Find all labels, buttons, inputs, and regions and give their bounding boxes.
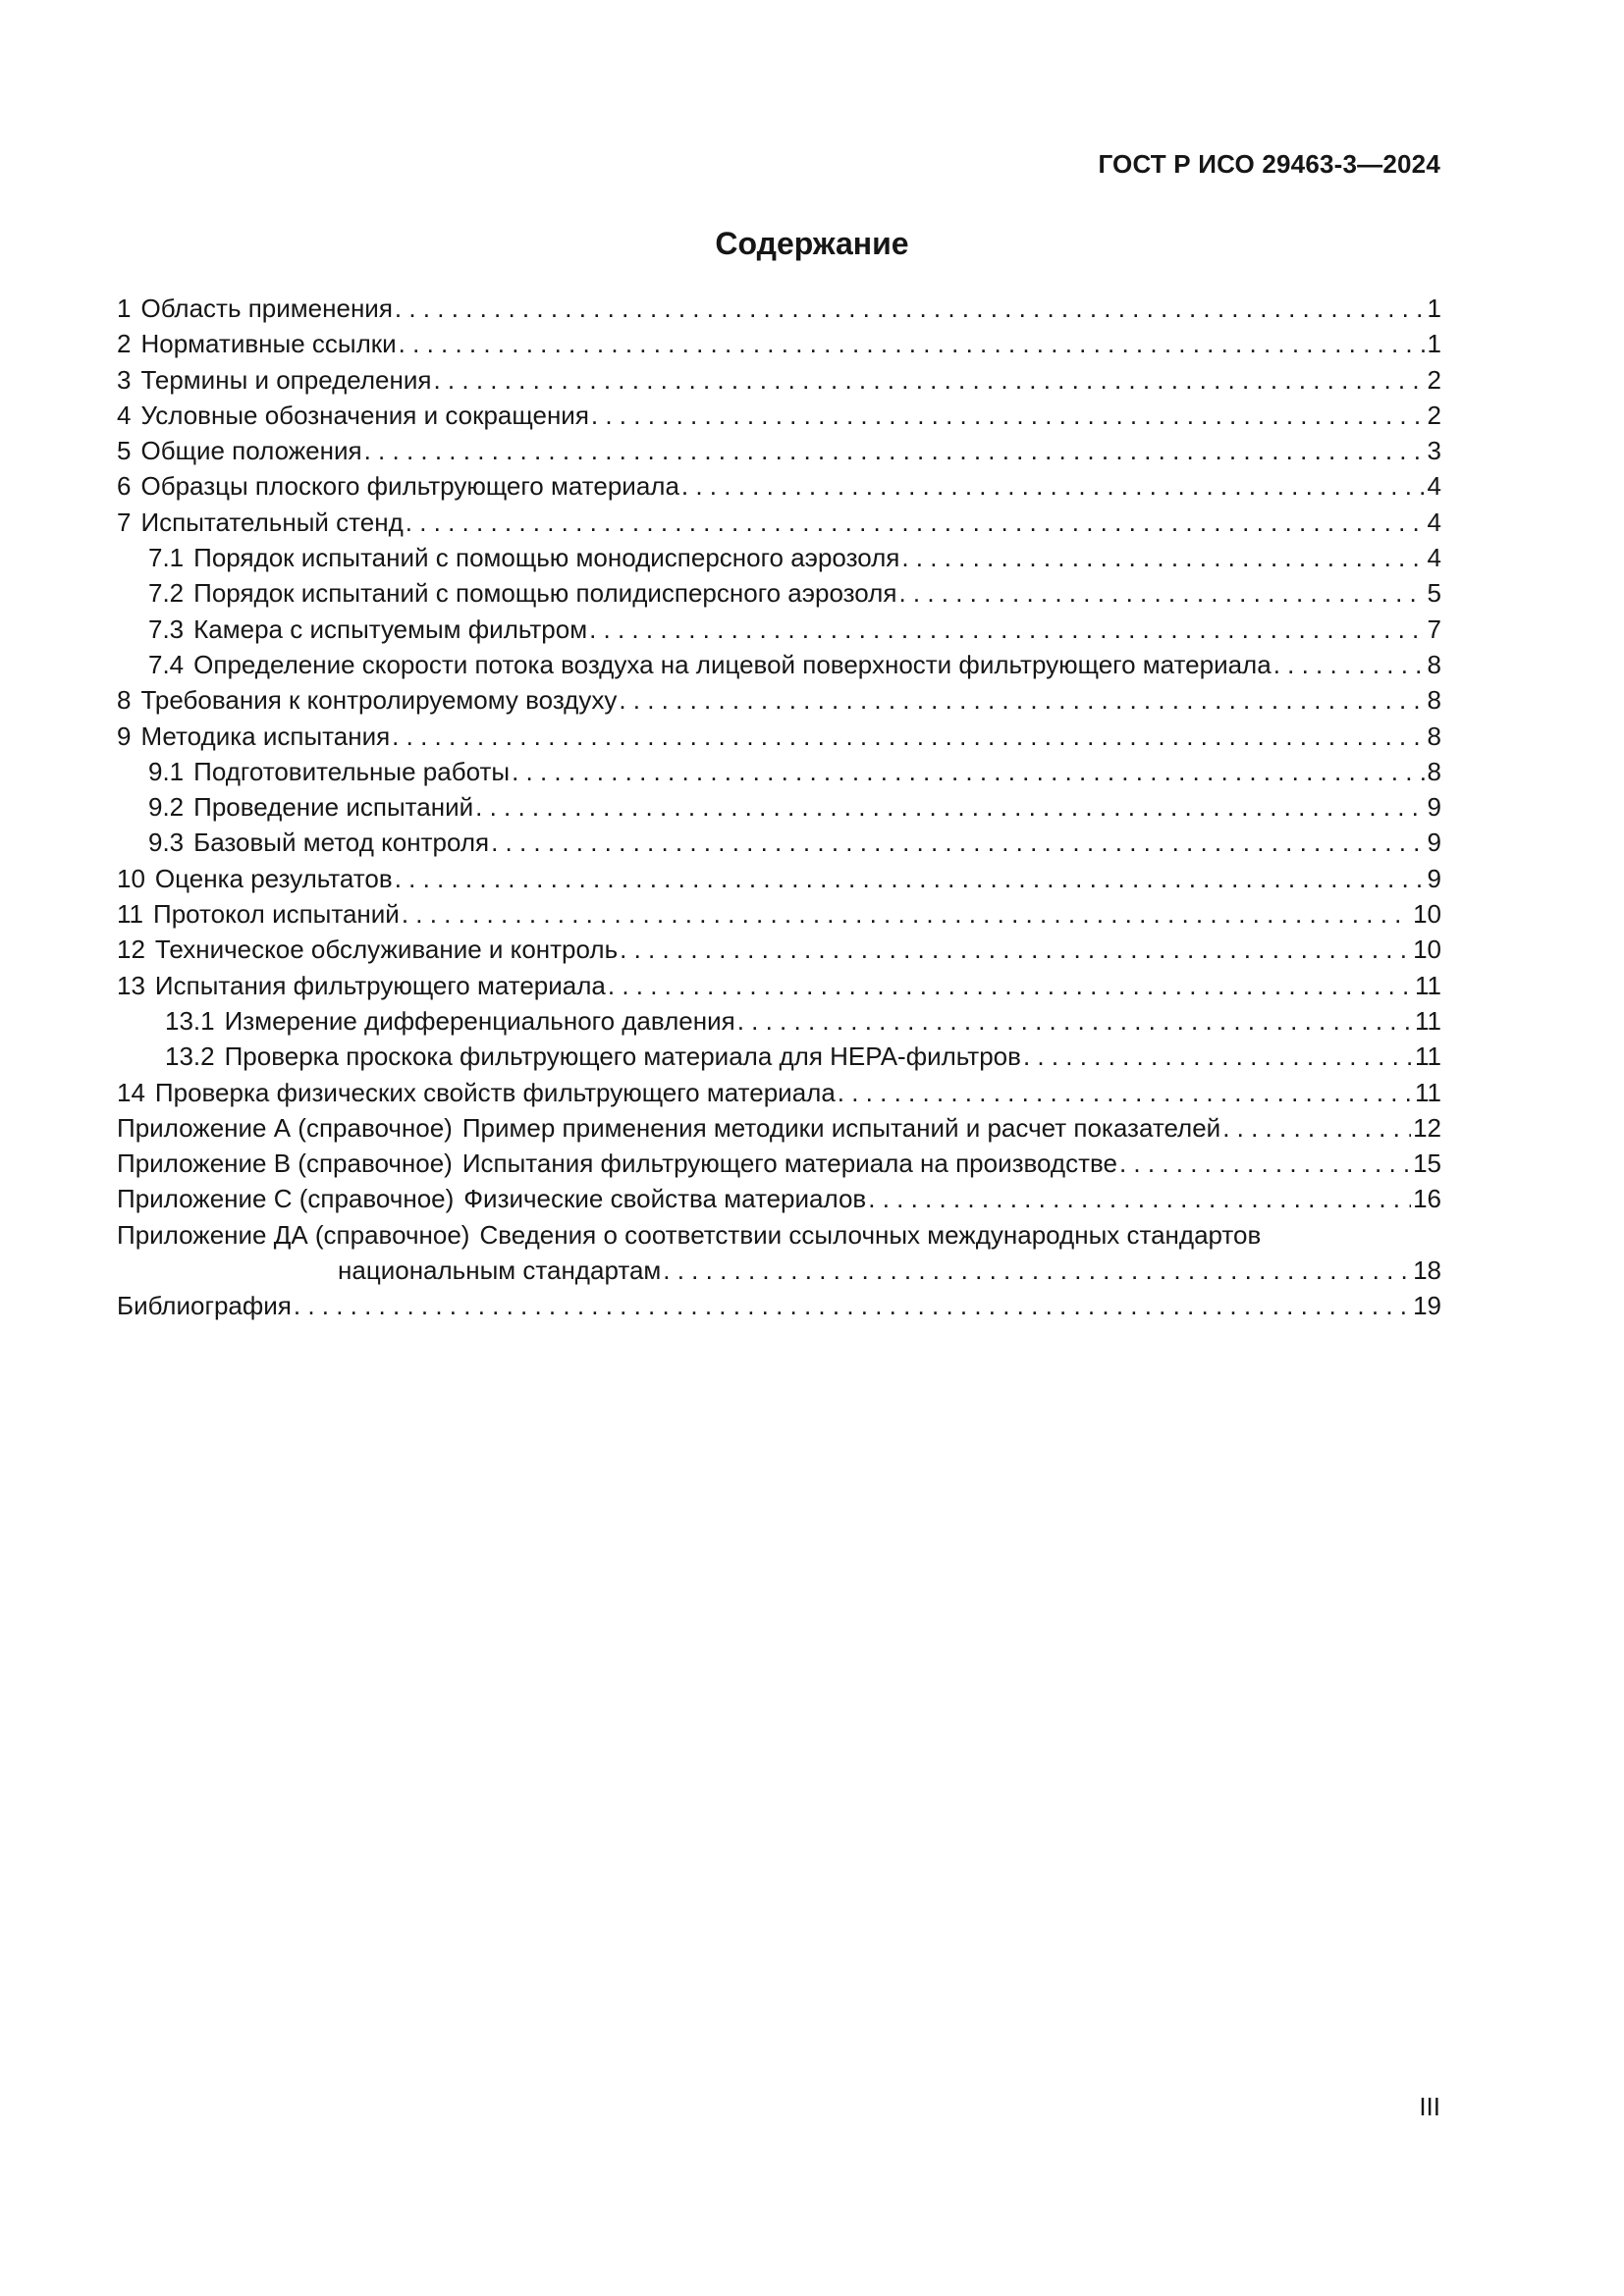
toc-entry[interactable] xyxy=(117,326,1441,361)
toc-entry-title: Подготовительные работы xyxy=(193,756,511,786)
dot-leader xyxy=(737,1003,1413,1039)
toc-entry-page: 19 xyxy=(1413,1291,1441,1321)
toc-subentry[interactable] xyxy=(117,647,1441,682)
toc-entry-title: Порядок испытаний с помощью монодисперсного аэрозоля xyxy=(193,543,900,573)
toc-subentry[interactable] xyxy=(117,754,1441,789)
dot-leader xyxy=(475,789,1425,825)
toc-entry-title: Камера с испытуемым фильтром xyxy=(193,614,588,644)
toc-entry-title: национальным стандартам xyxy=(338,1255,662,1286)
toc-entry[interactable] xyxy=(117,398,1441,433)
toc-annex-entry[interactable] xyxy=(117,1217,1441,1253)
toc-entry-page: 1 xyxy=(1427,294,1441,323)
toc-entry-title: Библиография xyxy=(117,1291,292,1321)
toc-entry-title: Испытательный стенд xyxy=(140,507,404,537)
toc-entry-number: 4 xyxy=(117,400,132,430)
toc-entry[interactable] xyxy=(117,682,1441,718)
toc-entry-page: 9 xyxy=(1427,828,1441,858)
toc-entry-number: 7.4 xyxy=(148,649,185,679)
toc-entry-title: Проведение испытаний xyxy=(193,792,474,823)
toc-entry-number: 9.3 xyxy=(148,828,185,858)
dot-leader xyxy=(392,719,1425,754)
dot-leader xyxy=(395,861,1426,896)
toc-entry-page: 9 xyxy=(1427,792,1441,823)
toc-entry[interactable] xyxy=(117,468,1441,504)
toc-entry-title: Условные обозначения и сокращения xyxy=(140,400,589,430)
toc-entry-page: 11 xyxy=(1415,1077,1441,1107)
dot-leader xyxy=(294,1288,1411,1323)
toc-entry-page: 8 xyxy=(1427,649,1441,679)
toc-entry-number: 14 xyxy=(117,1077,145,1107)
toc-entry-page: 7 xyxy=(1427,614,1441,644)
toc-entry-page: 4 xyxy=(1427,543,1441,573)
page-number: III xyxy=(1419,2092,1440,2121)
toc-entry-page: 2 xyxy=(1427,400,1441,430)
dot-leader xyxy=(619,682,1425,718)
toc-entry-page: 8 xyxy=(1427,685,1441,716)
toc-entry-title: Область применения xyxy=(140,294,393,323)
dot-leader xyxy=(433,362,1425,398)
toc-entry-page: 4 xyxy=(1427,471,1441,502)
toc-entry-number: 13.1 xyxy=(165,1005,215,1036)
toc-entry-title: Требования к контролируемому воздуху xyxy=(140,685,618,716)
dot-leader xyxy=(681,468,1426,504)
toc-entry-title: Протокол испытаний xyxy=(153,899,400,930)
toc-entry-number: 1 xyxy=(117,294,132,323)
toc-entry-number: 7.1 xyxy=(148,543,185,573)
toc-entry-title: Испытания фильтрующего материала xyxy=(154,970,606,1000)
dot-leader xyxy=(663,1253,1411,1288)
toc-entry-page: 11 xyxy=(1415,1005,1441,1036)
dot-leader xyxy=(901,540,1425,575)
toc-entry[interactable] xyxy=(117,968,1441,1003)
toc-entry-number: 7 xyxy=(117,507,132,537)
annex-label: Приложение С (справочное) xyxy=(117,1184,455,1214)
toc-subentry[interactable] xyxy=(117,612,1441,647)
toc-entry-title: Испытания фильтрующего материала на производстве xyxy=(461,1148,1117,1179)
toc-subentry[interactable] xyxy=(117,1003,1441,1039)
toc-entry[interactable] xyxy=(117,433,1441,468)
toc-entry-number: 8 xyxy=(117,685,132,716)
toc-entry[interactable] xyxy=(117,1075,1441,1110)
dot-leader xyxy=(402,896,1411,932)
toc-entry[interactable] xyxy=(117,291,1441,326)
dot-leader xyxy=(608,968,1413,1003)
toc-entry-title: Методика испытания xyxy=(140,721,391,751)
dot-leader xyxy=(591,398,1426,433)
toc-entry-title: Базовый метод контроля xyxy=(193,828,490,858)
toc-entry-page: 11 xyxy=(1415,970,1441,1000)
dot-leader xyxy=(364,433,1426,468)
toc-entry-page: 15 xyxy=(1413,1148,1441,1179)
dot-leader xyxy=(491,825,1425,860)
toc-entry-number: 9.2 xyxy=(148,792,185,823)
toc-entry-title: Техническое обслуживание и контроль xyxy=(154,934,619,965)
toc-entry-number: 10 xyxy=(117,863,145,893)
dot-leader xyxy=(399,326,1426,361)
annex-label: Приложение ДА (справочное) xyxy=(117,1219,470,1250)
toc-entry-number: 5 xyxy=(117,436,132,466)
toc-entry-title: Сведения о соответствии ссылочных международных стандартов xyxy=(479,1219,1262,1250)
toc-entry-title: Образцы плоского фильтрующего материала xyxy=(140,471,679,502)
toc-subentry[interactable] xyxy=(117,1039,1441,1074)
toc-subentry[interactable] xyxy=(117,789,1441,825)
toc-entry-title: Измерение дифференциального давления xyxy=(224,1005,735,1036)
toc-entry[interactable] xyxy=(117,932,1441,967)
toc-entry-number: 13 xyxy=(117,970,145,1000)
toc-entry-title: Термины и определения xyxy=(140,364,432,395)
toc-entry-page: 10 xyxy=(1413,899,1441,930)
toc-subentry[interactable] xyxy=(117,575,1441,611)
toc-entry-title: Физические свойства материалов xyxy=(463,1184,867,1214)
toc-entry-title: Проверка физических свойств фильтрующего материала xyxy=(154,1077,836,1107)
toc-annex-entry[interactable] xyxy=(117,1146,1441,1181)
toc-entry-title: Пример применения методики испытаний и расчет показателей xyxy=(461,1112,1221,1143)
dot-leader xyxy=(868,1181,1411,1216)
dot-leader xyxy=(898,575,1425,611)
toc-title: Содержание xyxy=(715,226,909,261)
toc-entry-page: 8 xyxy=(1427,756,1441,786)
annex-label: Приложение А (справочное) xyxy=(117,1112,453,1143)
toc-entry-number: 9.1 xyxy=(148,756,185,786)
toc-entry-number: 9 xyxy=(117,721,132,751)
dot-leader xyxy=(1023,1039,1413,1074)
dot-leader xyxy=(406,505,1426,540)
toc-annex-entry[interactable] xyxy=(117,1181,1441,1216)
toc-entry-number: 7.3 xyxy=(148,614,185,644)
toc-entry[interactable] xyxy=(117,896,1441,932)
toc-annex-entry[interactable] xyxy=(117,1110,1441,1146)
dot-leader xyxy=(838,1075,1413,1110)
toc-subentry[interactable] xyxy=(117,825,1441,860)
dot-leader xyxy=(1119,1146,1411,1181)
toc-entry-number: 2 xyxy=(117,329,132,359)
toc-annex-entry-continuation[interactable] xyxy=(117,1253,1441,1288)
toc-entry-page: 3 xyxy=(1427,436,1441,466)
toc-entry-title: Порядок испытаний с помощью полидисперсного аэрозоля xyxy=(193,578,897,609)
toc-entry-page: 4 xyxy=(1427,507,1441,537)
toc-entry-title: Определение скорости потока воздуха на лицевой поверхности фильтрующего материала xyxy=(193,649,1272,679)
toc-entry-number: 13.2 xyxy=(165,1041,215,1072)
toc-entry[interactable] xyxy=(117,505,1441,540)
toc-entry-title: Общие положения xyxy=(140,436,362,466)
toc-entry-page: 2 xyxy=(1427,364,1441,395)
table-of-contents xyxy=(117,291,1441,1324)
toc-entry[interactable] xyxy=(117,861,1441,896)
dot-leader xyxy=(589,612,1425,647)
dot-leader xyxy=(1222,1110,1411,1146)
toc-entry-page: 11 xyxy=(1415,1041,1441,1072)
toc-subentry[interactable] xyxy=(117,540,1441,575)
toc-entry-page: 9 xyxy=(1427,863,1441,893)
toc-entry-page: 18 xyxy=(1413,1255,1441,1286)
toc-entry-page: 5 xyxy=(1427,578,1441,609)
toc-entry[interactable] xyxy=(117,719,1441,754)
toc-entry-number: 7.2 xyxy=(148,578,185,609)
toc-entry[interactable] xyxy=(117,362,1441,398)
toc-entry-title: Оценка результатов xyxy=(154,863,393,893)
dot-leader xyxy=(620,932,1411,967)
toc-entry-page: 1 xyxy=(1427,329,1441,359)
document-code: ГОСТ Р ИСО 29463-3—2024 xyxy=(1098,149,1440,179)
toc-entry-page: 10 xyxy=(1413,934,1441,965)
toc-entry-page: 12 xyxy=(1413,1112,1441,1143)
toc-entry-bibliography[interactable] xyxy=(117,1288,1441,1323)
toc-entry-title: Проверка проскока фильтрующего материала для HEPA-фильтров xyxy=(224,1041,1021,1072)
toc-entry-title: Нормативные ссылки xyxy=(140,329,397,359)
dot-leader xyxy=(1273,647,1426,682)
toc-entry-number: 12 xyxy=(117,934,145,965)
dot-leader xyxy=(512,754,1425,789)
toc-entry-number: 6 xyxy=(117,471,132,502)
annex-label: Приложение В (справочное) xyxy=(117,1148,453,1179)
toc-entry-number: 11 xyxy=(117,899,143,930)
toc-entry-number: 3 xyxy=(117,364,132,395)
toc-entry-page: 16 xyxy=(1413,1184,1441,1214)
toc-entry-page: 8 xyxy=(1427,721,1441,751)
dot-leader xyxy=(395,291,1426,326)
